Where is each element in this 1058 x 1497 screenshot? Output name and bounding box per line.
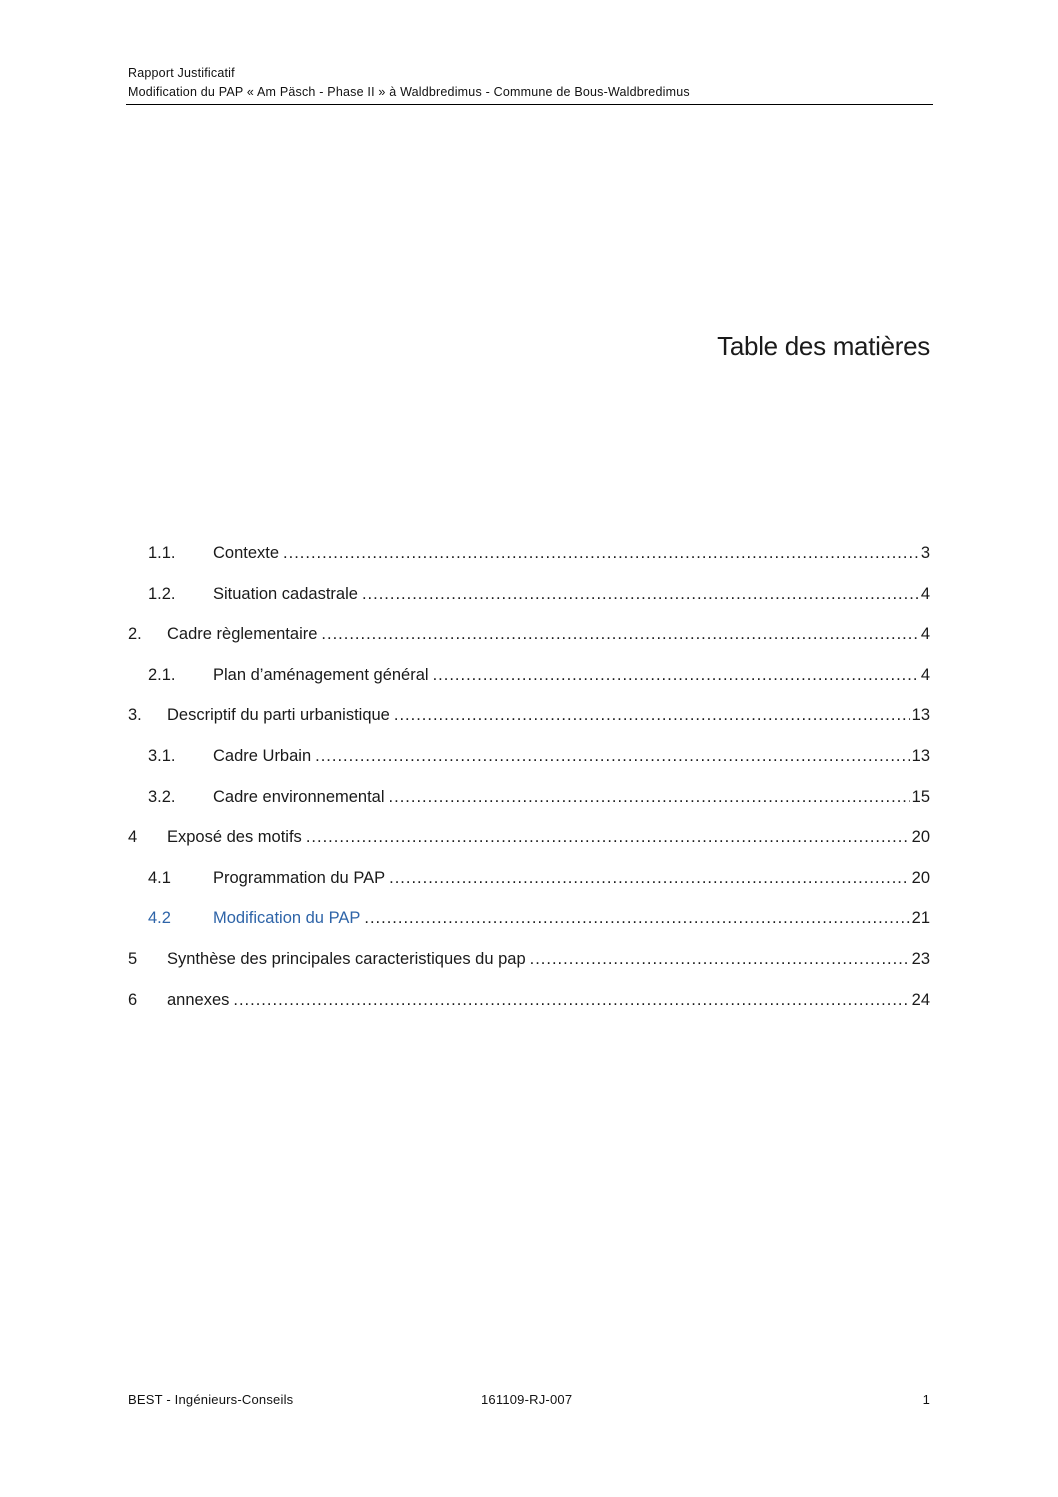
toc-entry-title: Descriptif du parti urbanistique <box>167 706 390 725</box>
toc-entry-5[interactable] <box>128 944 930 985</box>
header-project-title: Modification du PAP « Am Päsch - Phase II » à Waldbredimus - Commune de Bous-Waldbredimus <box>128 85 690 99</box>
page-header <box>126 64 933 105</box>
toc-leader-dots <box>530 944 910 974</box>
toc-entry-page: 20 <box>911 828 930 847</box>
toc-leader-dots <box>283 538 919 568</box>
toc-leader-dots <box>433 660 919 690</box>
toc-entry-title: Exposé des motifs <box>167 828 302 847</box>
toc-entry-title: annexes <box>167 990 230 1009</box>
toc-entry-number: 1.2. <box>148 584 176 603</box>
toc-entry-title: Situation cadastrale <box>213 584 358 603</box>
toc-entry-page: 13 <box>911 706 930 725</box>
toc-entry-number: 4 <box>128 828 138 847</box>
toc-entry-number: 4.1 <box>148 868 171 887</box>
toc-entry-page: 4 <box>920 665 930 684</box>
toc-entry-page: 23 <box>911 949 930 968</box>
header-report-type: Rapport Justificatif <box>128 66 235 80</box>
toc-leader-dots <box>364 903 909 933</box>
toc-leader-dots <box>315 741 910 771</box>
toc-entry-number: 1.1. <box>148 544 176 562</box>
toc-leader-dots <box>394 700 910 730</box>
toc-entry-number: 4.2 <box>148 909 171 928</box>
toc-entry-page: 20 <box>911 868 930 887</box>
toc-entry-title: Synthèse des principales caracteristiques du pap <box>167 949 526 968</box>
toc-entry-title: Cadre Urbain <box>213 746 312 765</box>
toc-entry-number: 3.1. <box>148 746 176 765</box>
toc-entry-page: 4 <box>920 584 930 603</box>
toc-leader-dots <box>321 619 918 649</box>
toc-entry-3-2[interactable] <box>128 782 930 823</box>
toc-entry-title: Cadre environnemental <box>213 787 385 806</box>
toc-leader-dots <box>389 782 910 812</box>
toc-entry-number: 5 <box>128 949 138 968</box>
toc-entry-4-1[interactable] <box>128 863 930 904</box>
toc-entry-title: Contexte <box>213 544 280 562</box>
footer-reference: 161109-RJ-007 <box>481 1392 573 1407</box>
toc-entry-page: 15 <box>911 787 930 806</box>
toc-entry-6[interactable] <box>128 985 930 1026</box>
toc-entry-1-2[interactable] <box>128 579 930 620</box>
toc-entry-2-1[interactable] <box>128 660 930 701</box>
footer-page-number: 1 <box>922 1392 930 1407</box>
footer-company: BEST - Ingénieurs-Conseils <box>128 1392 294 1407</box>
toc-entry-1-1[interactable] <box>128 538 930 579</box>
toc-entry-4-2[interactable] <box>128 903 930 944</box>
toc-entry-3[interactable] <box>128 700 930 741</box>
toc-entry-title: Cadre règlementaire <box>167 625 318 644</box>
toc-entry-page: 21 <box>911 909 930 928</box>
table-of-contents <box>128 538 930 1025</box>
toc-entry-page: 13 <box>911 746 930 765</box>
toc-entry-number: 2.1. <box>148 665 176 684</box>
toc-entry-title: Programmation du PAP <box>213 868 386 887</box>
toc-entry-number: 3.2. <box>148 787 176 806</box>
toc-entry-number: 3. <box>128 706 142 725</box>
toc-leader-dots <box>306 822 910 852</box>
toc-entry-2[interactable] <box>128 619 930 660</box>
toc-entry-4[interactable] <box>128 822 930 863</box>
toc-entry-page: 24 <box>911 990 930 1009</box>
toc-entry-page: 4 <box>920 625 930 644</box>
toc-entry-title: Plan d’aménagement général <box>213 665 429 684</box>
toc-entry-page: 3 <box>920 544 930 562</box>
toc-entry-3-1[interactable] <box>128 741 930 782</box>
toc-entry-number: 6 <box>128 990 138 1009</box>
toc-entry-number: 2. <box>128 625 142 644</box>
toc-title: Table des matières <box>717 331 930 361</box>
toc-leader-dots <box>362 579 919 609</box>
toc-leader-dots <box>233 985 909 1015</box>
toc-leader-dots <box>389 863 910 893</box>
toc-entry-title: Modification du PAP <box>213 909 361 928</box>
